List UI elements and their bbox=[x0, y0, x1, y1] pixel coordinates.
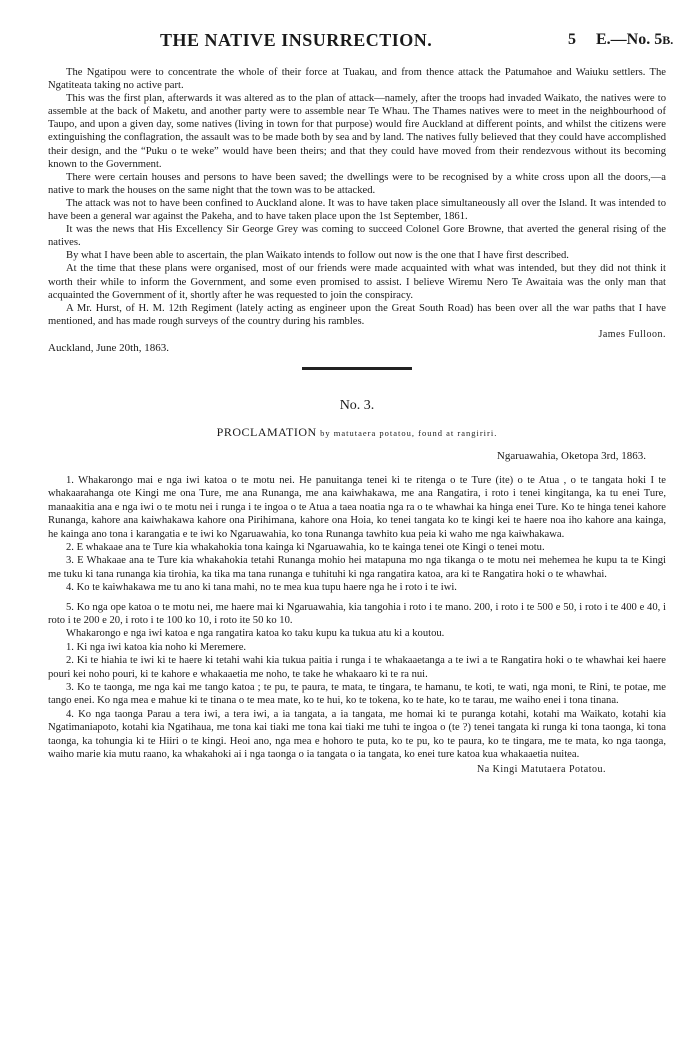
report-paragraph: The attack was not to have been confined to Auckland alone. It was to have taken place simultaneously all over the Island. It was intended to have been a general war against the Pakeha, and to have taken place upon the 1st September, 1861. bbox=[48, 197, 666, 223]
report-paragraph: At the time that these plans were organised, most of our friends were made acquainted with what was intended, but they did not think it worth their while to inform the Government, and some even promised to assist. I believe Wiremu Nero Te Awaitaia was the only man that acquainted the Government of it, shortly after he was requested to join the conspiracy. bbox=[48, 263, 666, 301]
proclamation-item: 5. Ko nga ope katoa o te motu nei, me haere mai ki Ngaruawahia, kia tangohia i roto i te mano. 200, i roto i te 500 e 50, i roto i te 400 e 40, i roto i te 200 e 20, i roto i te 100 ko 10, i roto ite 50 ko 10. bbox=[48, 601, 666, 627]
report-paragraph: The Ngatipou were to concentrate the whole of their force at Tuakau, and from thence attack the Patumahoe and Waiuku settlers. The Ngatiteata taking no active part. bbox=[48, 67, 666, 92]
proclamation-subitem: 4. Ko nga taonga Parau a tera iwi, a tera iwi, a ia tangata, a ia tangata, me homai ki te puranga kotahi, kotahi ma Waikato, kotahi kia Ngatimaniapoto, kotahi kia Ngatihaua, me tona kai tiaki me tona kai tiaki me tuhi te ingoa o (te ?) tenei tangata ki runga ki tona taonga, ki tona taonga, ka tohungia ki te Hiiri o te kingi. Heoi ano, nga mea e hohoro te puta, ko te pu, ko te paura, ko te tingara, me te mata, ko nga taonga, waiho marie kia mutu raano, ka whakahoki ai i nga taonga o ia tangata o ia tangata, ko enei ture katoa kua whakaaetia nuitea. bbox=[48, 708, 666, 761]
page-number: 5 bbox=[568, 31, 576, 48]
proclamation-subitem: 3. Ko te taonga, me nga kai me tango katoa ; te pu, te paura, te mata, te tingara, te hamanu, te koti, te wati, nga moni, te Rini, te potae, me tango enei. Ko nga mea e mahue ki te tinana o te mea mate, ko te hui, ko te tokena, ko te hate, ko te tarau, me waiho enei i tona tinana. bbox=[48, 682, 666, 707]
running-title: THE NATIVE INSURRECTION. bbox=[160, 30, 433, 50]
proclamation-number: No. 3. bbox=[339, 397, 375, 413]
document-page bbox=[48, 30, 674, 775]
proclamation-item: 3. E Whakaae ana te Ture kia whakahokia tetahi Runanga mohio hei matapuna mo nga tikanga o te motu nei mehemea he kupu ta te Kingi me tuku ki tana runanga kia tirohia, ka tika ma tana runanga e tuhituhi ki nga rangatira katoa, ara ki te Rangatira hoki o te whawhai. bbox=[48, 555, 666, 580]
report-paragraph: It was the news that His Excellency Sir George Grey was coming to succeed Colonel Gore Browne, that averted the general rising of the natives. bbox=[48, 224, 666, 249]
proclamation-signature: Na Kingi Matutaera Potatou. bbox=[476, 763, 606, 775]
proclamation-item: 1. Whakarongo mai e nga iwi katoa o te motu nei. He panuitanga tenei ki te ritenga o te Ture (ite) o te Atua , o te tangata hoki I te whakaarahanga ote Kingi me ona Ture, me ana Runanga, me ana kaiwhakawa, me ana Rangatira, i roto i tenei kingitanga, ka tu enei Ture, manaakitia ana e nga iwi o te motu nei i runga i te ingoa o te Atua a taea noatia nga ra o te whawhai ka hinga enei Ture. Ko te hinga tenei kahore Runanga, kahore ana kaiwhakawa kahore ona Pirihimana, kahore ona Hoia, ko tenei tangata ko te kingi kei te haere noa iho kahore ana kainga, he kainga ano tona i karangatia e te iwi ko Ngaruawahia, ko tona Runanga tawhito kua peia ki waho me nga kaiwhakawa. bbox=[48, 474, 666, 540]
proclamation-item: 2. E whakaae ana te Ture kia whakahokia tona kainga ki Ngaruawahia, ko te kainga tenei ote Kingi o tenei motu. bbox=[66, 542, 545, 553]
proclamation-subitem: 2. Ki te hiahia te iwi ki te haere ki tetahi wahi kia tukua paitia i runga i te whakaaetanga a te iwi a te Rangatira hoki o te whawhai kei haere pouri kei noho pouri, ki te kahore e whakaaetia me noho, te take he whakaaro ki te ra nui. bbox=[48, 655, 666, 680]
proclamation-heading bbox=[48, 425, 666, 440]
proclamation-item: 4. Ko te kaiwhakawa me tu ano ki tana mahi, no te mea kua tupu haere nga he i roto i te iwi. bbox=[66, 582, 457, 594]
report-paragraph: A Mr. Hurst, of H. M. 12th Regiment (lately acting as engineer upon the Great South Road) has been over all the war paths that I have mentioned, and has made rough surveys of the country during his rambles. bbox=[48, 302, 666, 327]
proclamation-subtitle: by matutaera potatou, found at rangiriri. bbox=[320, 427, 498, 438]
reference-main: E.—No. 5 bbox=[596, 31, 663, 48]
page-header bbox=[48, 30, 674, 56]
proclamation-title: PROCLAMATION bbox=[216, 424, 317, 439]
section-divider bbox=[302, 367, 412, 370]
report-paragraph: This was the first plan, afterwards it was altered as to the plan of attack—namely, after the troops had invaded Waikato, the natives were to assemble at the back of Maketu, and another party were to assemble near Te Whau. The Thames natives were to meet in the neighbourhood of Taupo, and upon a given day, some natives (living in town for that purpose) would fire Auckland at different points, and whilst the citizens were extinguishing the conflagration, the assault was to be made both by sea and by land. The natives fully believed that they could have accomplished their design, and the “Puku o te weke” would have been theirs; and that they could have moved from their rendezvous without its becoming known to the Government. bbox=[48, 93, 666, 170]
report-section bbox=[48, 66, 666, 355]
proclamation-subitem: 1. Ki nga iwi katoa kia noho ki Meremere. bbox=[66, 641, 247, 653]
document-reference bbox=[596, 31, 673, 49]
proclamation-place-date: Ngaruawahia, Oketopa 3rd, 1863. bbox=[496, 449, 646, 462]
proclamation-intro: Whakarongo e nga iwi katoa e nga rangatira katoa ko taku kupu ka tukua atu ki a koutou. bbox=[66, 628, 445, 640]
report-date: Auckland, June 20th, 1863. bbox=[48, 341, 169, 354]
reference-suffix: B. bbox=[662, 33, 674, 47]
proclamation-body bbox=[48, 474, 666, 775]
report-signature: James Fulloon. bbox=[598, 328, 666, 340]
report-paragraph: There were certain houses and persons to have been saved; the dwellings were to be recognised by a white cross upon all the doors,—a native to mark the houses on the same night that the town was to be attacked. bbox=[48, 171, 666, 196]
report-paragraph: By what I have been able to ascertain, the plan Waikato intends to follow out now is the one that I have first described. bbox=[66, 250, 569, 262]
